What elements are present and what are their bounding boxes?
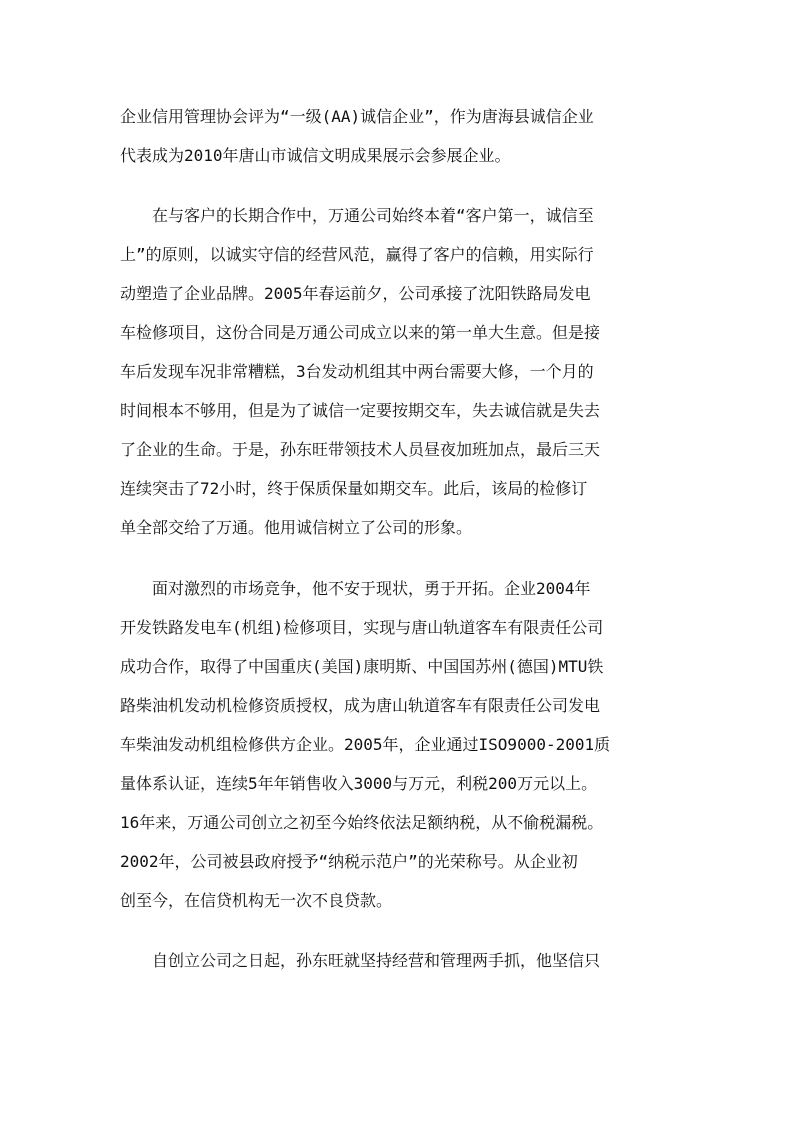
text-line: 连续突击了72小时，终于保质保量如期交车。此后，该局的检修订: [120, 479, 588, 498]
text-line: 了企业的生命。于是，孙东旺带领技术人员昼夜加班加点，最后三天: [120, 440, 601, 459]
text-line: 自创立公司之日起，孙东旺就坚持经营和管理两手抓，他坚信只: [120, 951, 601, 970]
text-line: 在与客户的长期合作中，万通公司始终本着“客户第一，诚信至: [120, 206, 594, 225]
text-line: 量体系认证，连续5年年销售收入3000与万元，利税200万元以上。: [120, 774, 598, 793]
text-line: 动塑造了企业品牌。2005年春运前夕，公司承接了沈阳铁路局发电: [120, 284, 591, 303]
text-line: 车检修项目，这份合同是万通公司成立以来的第一单大生意。但是接: [120, 323, 601, 342]
text-line: 代表成为2010年唐山市诚信文明成果展示会参展企业。: [120, 146, 511, 165]
text-line: 企业信用管理协会评为“一级(AA)诚信企业”，作为唐海县诚信企业: [120, 107, 594, 126]
text-line: 16年来，万通公司创立之初至今始终依法足额纳税，从不偷税漏税。: [120, 813, 604, 832]
text-line: 成功合作，取得了中国重庆(美国)康明斯、中国国苏州(德国)MTU铁: [120, 657, 604, 676]
text-line: 路柴油机发动机检修资质授权，成为唐山轨道客车有限责任公司发电: [120, 696, 601, 715]
text-line: 创至今，在信贷机构无一次不良贷款。: [120, 891, 393, 910]
text-line: 上”的原则，以诚实守信的经营风范，赢得了客户的信赖，用实际行: [120, 245, 594, 264]
text-line: 车后发现车况非常糟糕，3台发动机组其中两台需要大修，一个月的: [120, 362, 594, 381]
text-line: 单全部交给了万通。他用诚信树立了公司的形象。: [120, 518, 473, 537]
text-line: 面对激烈的市场竞争，他不安于现状，勇于开拓。企业2004年: [120, 579, 591, 598]
text-line: 开发铁路发电车(机组)检修项目，实现与唐山轨道客车有限责任公司: [120, 618, 604, 637]
text-line: 2002年，公司被县政府授予“纳税示范户”的光荣称号。从企业初: [120, 852, 578, 871]
text-line: 车柴油发动机组检修供方企业。2005年，企业通过ISO9000-2001质: [120, 735, 611, 754]
text-line: 时间根本不够用，但是为了诚信一定要按期交车，失去诚信就是失去: [120, 401, 601, 420]
